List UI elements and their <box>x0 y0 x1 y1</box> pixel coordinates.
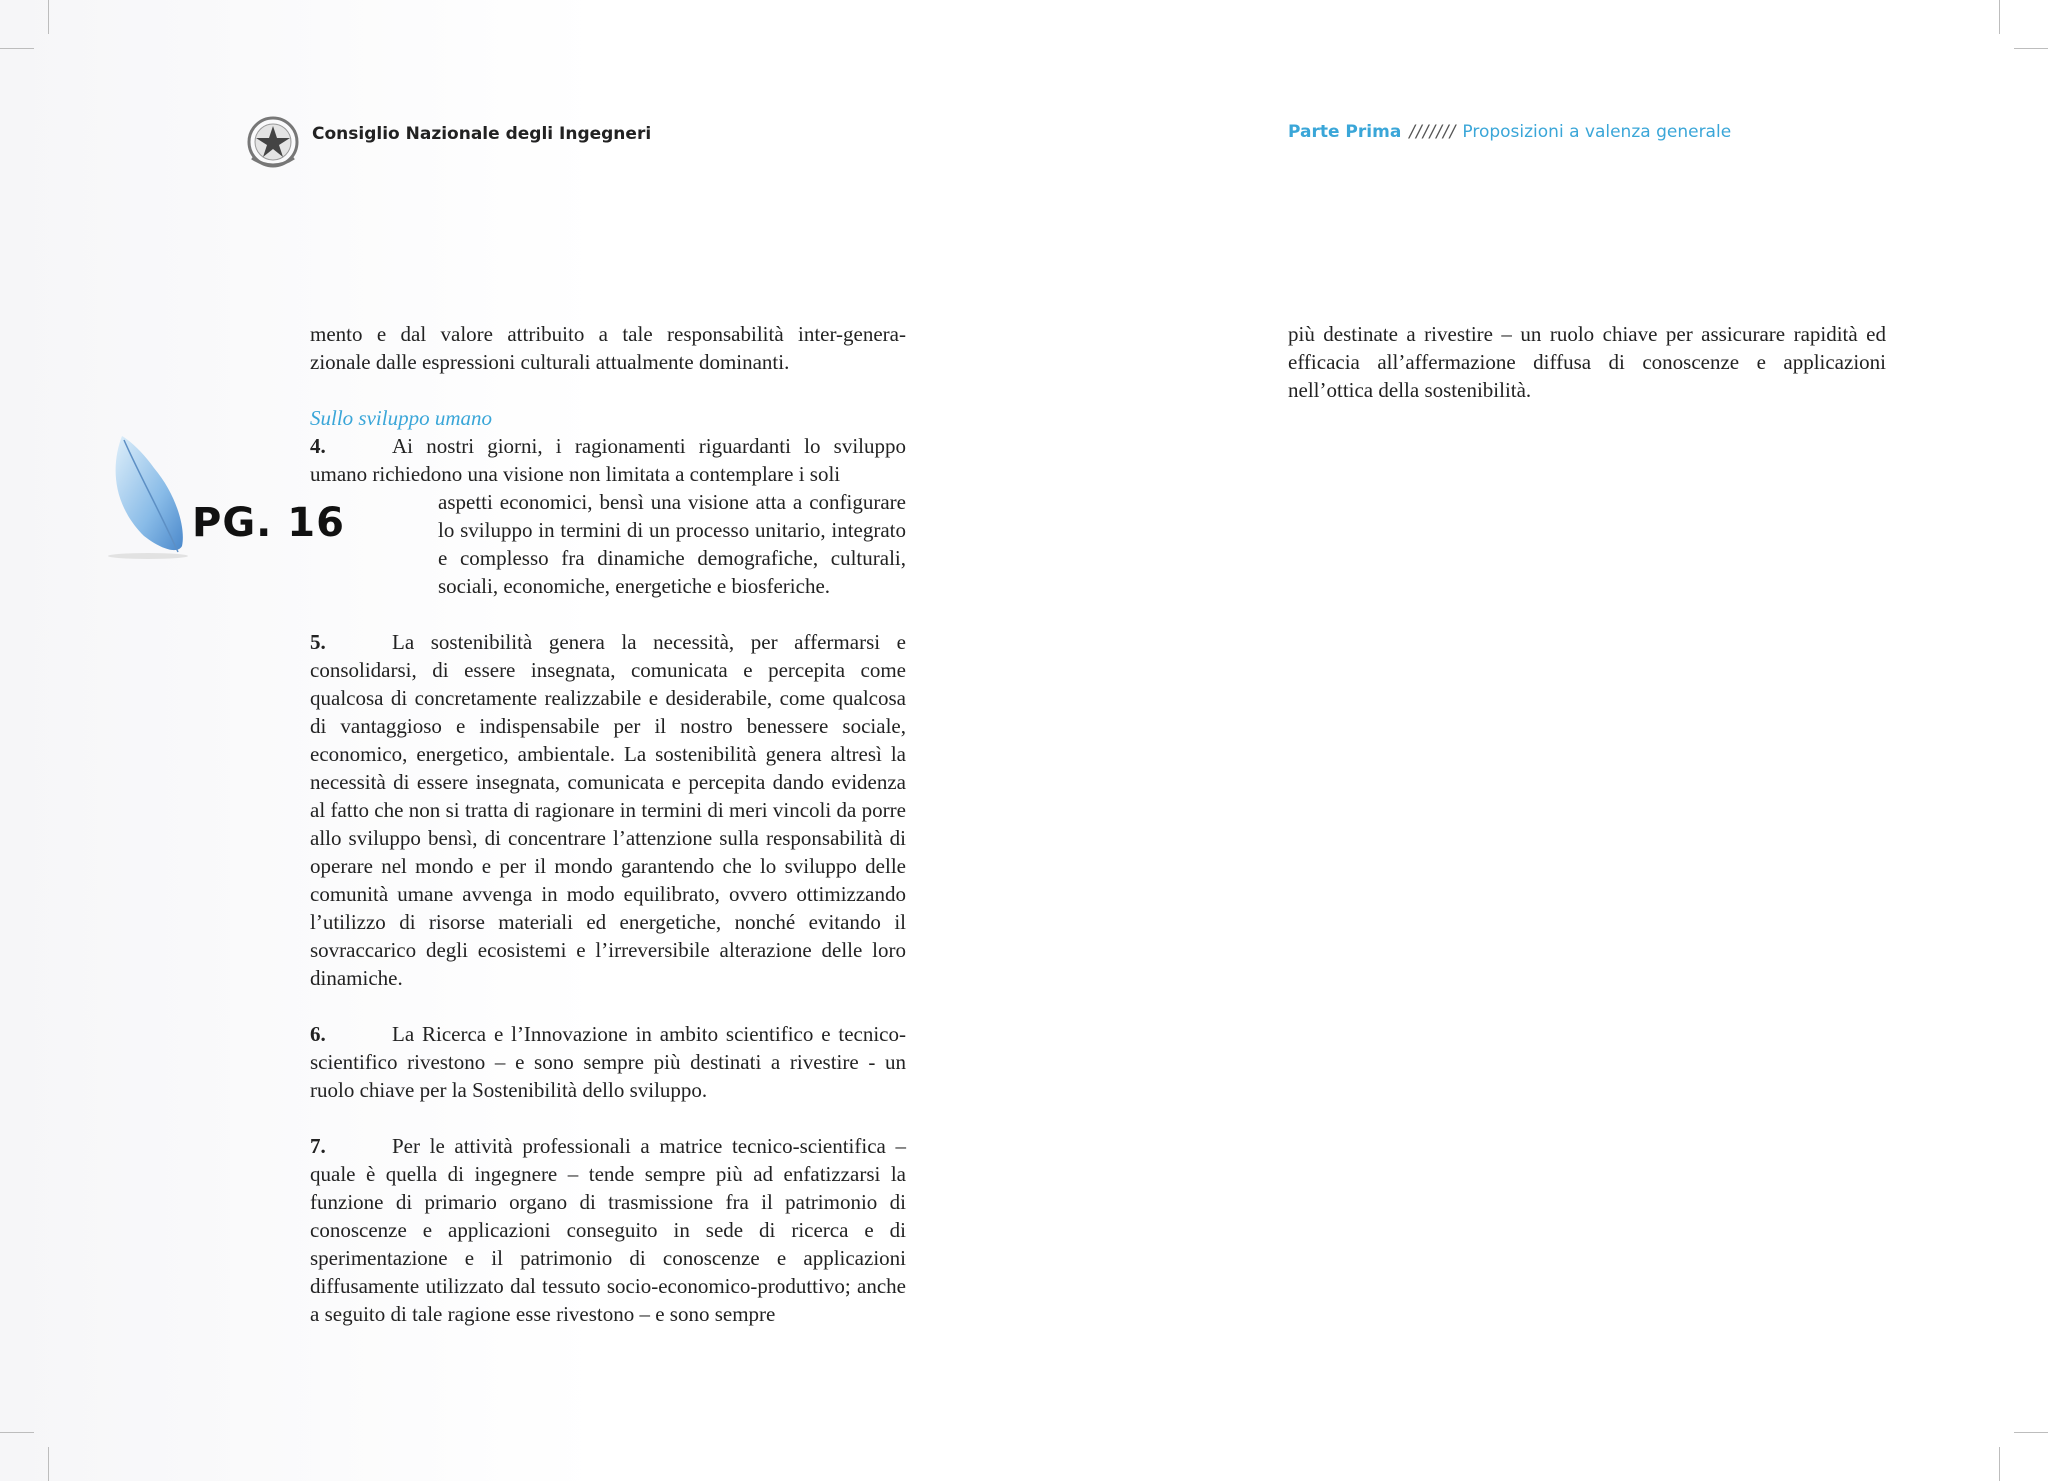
section-header <box>1288 122 1731 142</box>
crop-mark <box>0 1432 34 1433</box>
paragraph-5 <box>310 628 906 992</box>
paragraph-7-continued: più destinate a rivestire – un ruolo chiave per assicurare rapidità ed efficacia all’affermazione diffusa di conoscenze e applicazioni nell’ottica della sostenibilità. <box>1288 322 1886 402</box>
paragraph-number: 7. <box>310 1134 326 1158</box>
feather-icon <box>104 432 194 560</box>
crop-mark <box>48 0 49 34</box>
intro-line: mento e dal valore attribuito a tale responsabilità inter-genera- <box>310 322 906 346</box>
paragraph-number: 6. <box>310 1022 326 1046</box>
crop-mark <box>2014 1432 2048 1433</box>
right-column <box>1288 320 1886 404</box>
paragraph-6 <box>310 1020 906 1104</box>
crop-mark <box>0 48 34 49</box>
subheading: Sullo sviluppo umano <box>310 406 492 430</box>
paragraph-text: La Ricerca e l’Innovazione in ambito scientifico e tecnico-scientifico rivestono – e sono sempre più destinati a rivestire - un ruolo chiave per la Sostenibilità dello sviluppo. <box>310 1022 906 1102</box>
left-column <box>310 320 906 1328</box>
paragraph-4-continued: aspetti economici, bensì una visione atta a configurare lo sviluppo in termini di un processo unitario, integrato e complesso fra dinamiche demografiche, culturali, sociali, economiche, energetiche e biosferiche. <box>438 490 906 598</box>
paragraph-text: La sostenibilità genera la necessità, per affermarsi e consolidarsi, di essere insegnata, comunicata e percepita come qualcosa di concretamente realizzabile e desiderabile, come qualcosa di vantaggioso e indispensabile per il nostro benessere sociale, economico, energetico, ambientale. La sostenibilità genera altresì la necessità di essere insegnata, comunicata e percepita dando evidenza al fatto che non si tratta di ragionare in termini di meri vincoli da porre allo sviluppo bensì, di concentrare l’attenzione sulla responsabilità di operare nel mondo e per il mondo garantendo che lo sviluppo delle comunità umane avvenga in modo equilibrato, ovvero ottimizzando l’utilizzo di risorse materiali ed energetiche, nonché evitando il sovraccarico degli ecosistemi e l’irreversibile alterazione delle loro dinamiche. <box>310 630 906 990</box>
paragraph-text: Ai nostri giorni, i ragionamenti riguardanti lo sviluppo umano richiedono una visione non limitata a contemplare i soli <box>310 434 906 486</box>
section-separator: /////// <box>1409 122 1457 142</box>
crop-mark <box>1999 0 2000 34</box>
section-title: Proposizioni a valenza generale <box>1462 122 1732 142</box>
crop-mark <box>1999 1447 2000 1481</box>
republic-emblem-icon <box>246 114 300 172</box>
paragraph-7 <box>310 1132 906 1328</box>
paragraph-4 <box>310 432 906 488</box>
paragraph-number: 4. <box>310 434 326 458</box>
organization-name: Consiglio Nazionale degli Ingegneri <box>312 124 652 144</box>
crop-mark <box>48 1447 49 1481</box>
crop-mark <box>2014 48 2048 49</box>
paragraph-text: Per le attività professionali a matrice tecnico-scientifica – quale è quella di ingegnere – tende sempre più ad enfatizzarsi la funzione di primario organo di trasmissione fra il patrimonio di conoscenze e applicazioni conseguito in sede di ricerca e di sperimentazione e il patrimonio di conoscenze e applicazioni diffusamente utilizzato dal tessuto socio-economico-produttivo; anche a seguito di tale ragione esse rivestono – e sono sempre <box>310 1134 906 1326</box>
section-part: Parte Prima <box>1288 122 1402 142</box>
intro-line: zionale dalle espressioni culturali attualmente dominanti. <box>310 350 790 374</box>
paragraph-number: 5. <box>310 630 326 654</box>
page-marker: PG. 16 <box>192 500 345 546</box>
